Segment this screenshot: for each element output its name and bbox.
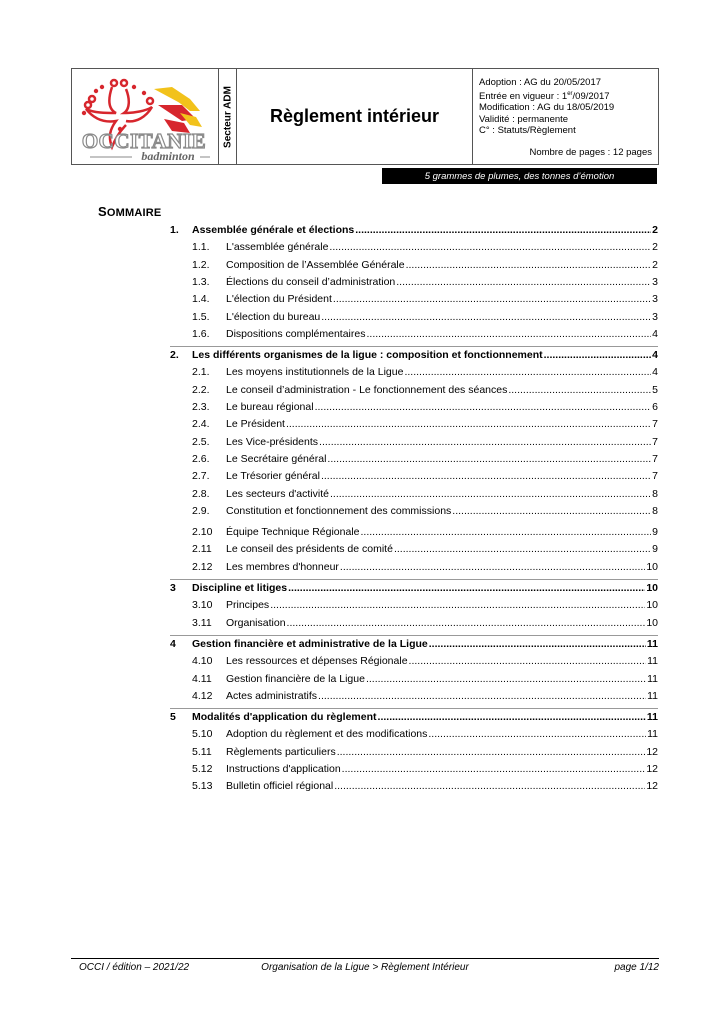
toc-entry-number: 4.11 xyxy=(192,672,212,685)
toc-subsection-entry[interactable] xyxy=(170,745,658,759)
toc-leader-dots xyxy=(329,240,651,254)
toc-entry-page: 11 xyxy=(646,711,658,724)
toc-entry-page: 2 xyxy=(652,241,658,254)
toc-entry-label: Le conseil d’administration - Le fonctionnement des séances xyxy=(226,383,508,396)
toc-section-separator xyxy=(170,579,658,580)
tagline-bar xyxy=(382,168,657,184)
toc-entry-label: Le Président xyxy=(226,418,285,431)
toc-section-separator xyxy=(170,708,658,709)
toc-leader-dots xyxy=(333,292,651,306)
toc-entry-page: 2 xyxy=(652,224,658,236)
toc-entry-number: 2.9. xyxy=(192,504,210,517)
toc-leader-dots xyxy=(544,348,652,362)
toc-subsection-entry[interactable] xyxy=(170,327,658,341)
toc-entry-label: Les moyens institutionnels de la Ligue xyxy=(226,366,404,379)
toc-entry-page: 12 xyxy=(646,745,658,758)
document-info xyxy=(473,69,658,164)
toc-entry-label: Composition de l’Assemblée Générale xyxy=(226,258,405,271)
footer-section: Organisation de la Ligue > Règlement Intérieur xyxy=(261,962,469,973)
toc-entry-page: 10 xyxy=(646,616,658,629)
toc-entry-number: 3.11 xyxy=(192,616,212,629)
toc-leader-dots xyxy=(340,560,645,574)
toc-entry-number: 2.2. xyxy=(192,383,210,396)
toc-leader-dots xyxy=(394,542,651,556)
toc-subsection-entry[interactable] xyxy=(170,689,658,703)
toc-entry-page: 4 xyxy=(652,349,658,362)
toc-subsection-entry[interactable] xyxy=(170,525,658,539)
toc-entry-number: 1.5. xyxy=(192,310,210,323)
tagline: 5 grammes de plumes, des tonnes d’émotion xyxy=(424,170,615,182)
logo-subtext: badminton xyxy=(141,149,195,163)
toc-leader-dots xyxy=(319,435,651,449)
toc-section-entry[interactable] xyxy=(170,637,658,651)
toc-entry-label: Les membres d'honneur xyxy=(226,560,339,573)
toc-entry-number: 2.7. xyxy=(192,470,210,483)
toc-entry-number: 5.12 xyxy=(192,763,213,775)
toc-entry-page: 5 xyxy=(652,383,658,396)
toc-entry-label: L'élection du bureau xyxy=(226,310,321,323)
toc-leader-dots xyxy=(327,452,651,466)
toc-leader-dots xyxy=(315,400,652,414)
toc-leader-dots xyxy=(286,417,651,431)
toc-entry-number: 2.8. xyxy=(192,487,210,500)
toc-entry-number: 2.1. xyxy=(192,366,210,379)
toc-entry-number: 1.1. xyxy=(192,241,210,254)
modification-line: Modification : AG du 18/05/2019 xyxy=(479,102,615,114)
toc-subsection-entry[interactable] xyxy=(170,672,658,686)
toc-entry-number: 2. xyxy=(170,349,179,362)
toc-entry-page: 8 xyxy=(652,487,658,500)
toc-entry-number: 2.6. xyxy=(192,452,210,465)
toc-subsection-entry[interactable] xyxy=(170,654,658,668)
toc-entry-number: 2.10 xyxy=(192,526,213,539)
toc-entry-number: 2.12 xyxy=(192,560,213,573)
toc-entry-label: Modalités d'application du règlement xyxy=(192,711,377,724)
toc-subsection-entry[interactable] xyxy=(170,469,658,483)
toc-entry-page: 2 xyxy=(652,258,658,271)
toc-leader-dots xyxy=(321,469,651,483)
toc-leader-dots xyxy=(409,654,647,668)
toc-entry-number: 2.4. xyxy=(192,418,210,431)
toc-entry-page: 10 xyxy=(646,582,658,594)
toc-entry-page: 9 xyxy=(652,526,658,539)
toc-subsection-entry[interactable] xyxy=(170,417,658,431)
toc-entry-page: 11 xyxy=(647,655,658,668)
entree-vigueur-line: Entrée en vigueur : 1er/09/2017 xyxy=(479,90,610,102)
document-header xyxy=(71,68,659,165)
toc-leader-dots xyxy=(288,581,645,595)
toc-entry-label: Le Secrétaire général xyxy=(226,452,327,465)
toc-entry-label: Équipe Technique Régionale xyxy=(226,526,360,539)
toc-leader-dots xyxy=(355,223,651,237)
toc-entry-number: 5.13 xyxy=(192,780,213,793)
toc-entry-number: 1. xyxy=(170,224,179,236)
toc-entry-page: 12 xyxy=(646,780,658,793)
toc-entry-page: 12 xyxy=(646,763,658,775)
toc-subsection-entry[interactable] xyxy=(170,542,658,556)
toc-entry-page: 3 xyxy=(652,275,658,288)
toc-leader-dots xyxy=(361,525,652,539)
toc-entry-number: 1.6. xyxy=(192,327,210,340)
toc-leader-dots xyxy=(366,672,646,686)
toc-subsection-entry[interactable] xyxy=(170,258,658,272)
toc-subsection-entry[interactable] xyxy=(170,779,658,793)
toc-entry-number: 1.3. xyxy=(192,275,210,288)
footer-page-number: page 1/12 xyxy=(614,962,659,973)
occitanie-badminton-logo xyxy=(72,69,218,164)
toc-entry-page: 11 xyxy=(647,689,658,702)
toc-leader-dots xyxy=(396,275,651,289)
toc-entry-page: 7 xyxy=(652,452,658,465)
toc-entry-label: Le conseil des présidents de comité xyxy=(226,543,393,556)
toc-entry-label: Principes xyxy=(226,599,270,612)
toc-leader-dots xyxy=(337,745,646,759)
toc-entry-label: Les Vice-présidents xyxy=(226,435,319,448)
toc-entry-page: 6 xyxy=(652,401,658,413)
toc-entry-label: Discipline et litiges xyxy=(192,582,288,594)
toc-entry-page: 11 xyxy=(646,637,658,650)
toc-entry-label: Instructions d'application xyxy=(226,763,341,775)
toc-entry-number: 5 xyxy=(170,711,176,724)
toc-entry-page: 7 xyxy=(652,418,658,431)
toc-entry-label: Les ressources et dépenses Régionale xyxy=(226,655,408,668)
toc-entry-page: 3 xyxy=(652,310,658,323)
toc-entry-label: Les secteurs d'activité xyxy=(226,487,329,500)
toc-entry-label: Dispositions complémentaires xyxy=(226,327,366,340)
toc-subsection-entry[interactable] xyxy=(170,435,658,449)
toc-leader-dots xyxy=(406,258,652,272)
toc-section-separator xyxy=(170,346,658,347)
toc-section-entry[interactable] xyxy=(170,223,658,237)
toc-entry-label: Assemblée générale et élections xyxy=(192,224,355,236)
toc-entry-page: 7 xyxy=(652,435,658,448)
logo-stripes-icon xyxy=(154,87,202,133)
toc-leader-dots xyxy=(452,504,651,518)
toc-section-entry[interactable] xyxy=(170,581,658,595)
page-count: Nombre de pages : 12 pages xyxy=(529,147,652,158)
toc-subsection-entry[interactable] xyxy=(170,487,658,501)
logo-cell xyxy=(72,69,219,164)
toc-leader-dots xyxy=(334,779,645,793)
toc-entry-page: 7 xyxy=(652,470,658,483)
adoption-line: Adoption : AG du 20/05/2017 xyxy=(479,77,602,88)
toc-leader-dots xyxy=(318,689,646,703)
toc-section-entry[interactable] xyxy=(170,710,658,724)
toc-subsection-entry[interactable] xyxy=(170,275,658,289)
toc-entry-number: 5.10 xyxy=(192,728,213,741)
toc-leader-dots xyxy=(342,762,646,776)
toc-entry-number: 1.4. xyxy=(192,293,210,306)
toc-entry-page: 11 xyxy=(647,728,658,741)
toc-leader-dots xyxy=(428,727,646,741)
sommaire-heading: SOMMAIRE xyxy=(98,204,162,219)
toc-subsection-entry[interactable] xyxy=(170,400,658,414)
toc-subsection-entry[interactable] xyxy=(170,762,658,776)
toc-entry-page: 11 xyxy=(647,672,658,685)
toc-leader-dots xyxy=(321,310,651,324)
cf-line: C° : Statuts/Règlement xyxy=(479,125,576,137)
toc-leader-dots xyxy=(429,637,646,651)
toc-subsection-entry[interactable] xyxy=(170,383,658,397)
validite-line: Validité : permanente xyxy=(479,113,569,125)
toc-subsection-entry[interactable] xyxy=(170,365,658,379)
toc-subsection-entry[interactable] xyxy=(170,598,658,612)
toc-section-separator xyxy=(170,635,658,636)
toc-entry-label: Bulletin officiel régional xyxy=(226,780,334,793)
toc-subsection-entry[interactable] xyxy=(170,292,658,306)
toc-entry-label: L'assemblée générale xyxy=(226,241,329,254)
toc-entry-number: 2.11 xyxy=(192,543,212,556)
toc-entry-number: 2.3. xyxy=(192,401,210,413)
toc-entry-number: 3.10 xyxy=(192,599,213,612)
toc-entry-label: Les différents organismes de la ligue : composition et fonctionnement xyxy=(192,349,543,362)
toc-leader-dots xyxy=(270,598,645,612)
toc-entry-number: 4.12 xyxy=(192,689,213,702)
toc-entry-label: Organisation xyxy=(226,616,286,629)
footer-edition: OCCI / édition – 2021/22 xyxy=(79,962,190,973)
toc-subsection-entry[interactable] xyxy=(170,310,658,324)
page-footer xyxy=(71,962,659,976)
toc-subsection-entry[interactable] xyxy=(170,504,658,518)
toc-entry-label: L'élection du Président xyxy=(226,293,332,306)
document-title: Règlement intérieur xyxy=(269,106,440,126)
toc-leader-dots xyxy=(287,616,646,630)
toc-entry-label: Actes administratifs xyxy=(226,689,318,702)
toc-entry-label: Le bureau régional xyxy=(226,401,314,413)
toc-entry-page: 10 xyxy=(646,599,658,612)
title-cell xyxy=(237,69,473,164)
toc-entry-label: Gestion financière et administrative de la Ligue xyxy=(192,637,428,650)
toc-leader-dots xyxy=(330,487,651,501)
toc-subsection-entry[interactable] xyxy=(170,452,658,466)
toc-subsection-entry[interactable] xyxy=(170,560,658,574)
toc-entry-page: 8 xyxy=(652,504,658,517)
toc-leader-dots xyxy=(508,383,651,397)
toc-entry-label: Constitution et fonctionnement des commissions xyxy=(226,504,452,517)
toc-entry-number: 4 xyxy=(170,637,176,650)
toc-entry-label: Adoption du règlement et des modifications xyxy=(226,728,428,741)
toc-entry-number: 4.10 xyxy=(192,655,213,668)
toc-subsection-entry[interactable] xyxy=(170,616,658,630)
toc-entry-page: 3 xyxy=(652,293,658,306)
toc-entry-number: 3 xyxy=(170,582,176,594)
footer-divider xyxy=(71,958,659,959)
logo-text: OCCITANIE xyxy=(81,129,207,153)
toc-entry-page: 4 xyxy=(652,327,658,340)
toc-entry-label: Gestion financière de la Ligue xyxy=(226,672,365,685)
toc-leader-dots xyxy=(404,365,651,379)
sector-cell xyxy=(219,69,237,164)
toc-subsection-entry[interactable] xyxy=(170,727,658,741)
sector-label: Secteur ADM xyxy=(222,85,233,148)
toc-entry-page: 10 xyxy=(646,560,658,573)
toc-leader-dots xyxy=(366,327,651,341)
toc-entry-number: 1.2. xyxy=(192,258,210,271)
toc-entry-label: Le Trésorier général xyxy=(226,470,320,483)
toc-leader-dots xyxy=(378,710,646,724)
toc-entry-label: Règlements particuliers xyxy=(226,745,336,758)
toc-entry-label: Élections du conseil d’administration xyxy=(226,275,396,288)
toc-subsection-entry[interactable] xyxy=(170,240,658,254)
toc-entry-number: 5.11 xyxy=(192,745,212,758)
toc-entry-number: 2.5. xyxy=(192,435,210,448)
toc-entry-page: 4 xyxy=(652,366,658,379)
toc-entry-page: 9 xyxy=(652,543,658,556)
toc-section-entry[interactable] xyxy=(170,348,658,362)
